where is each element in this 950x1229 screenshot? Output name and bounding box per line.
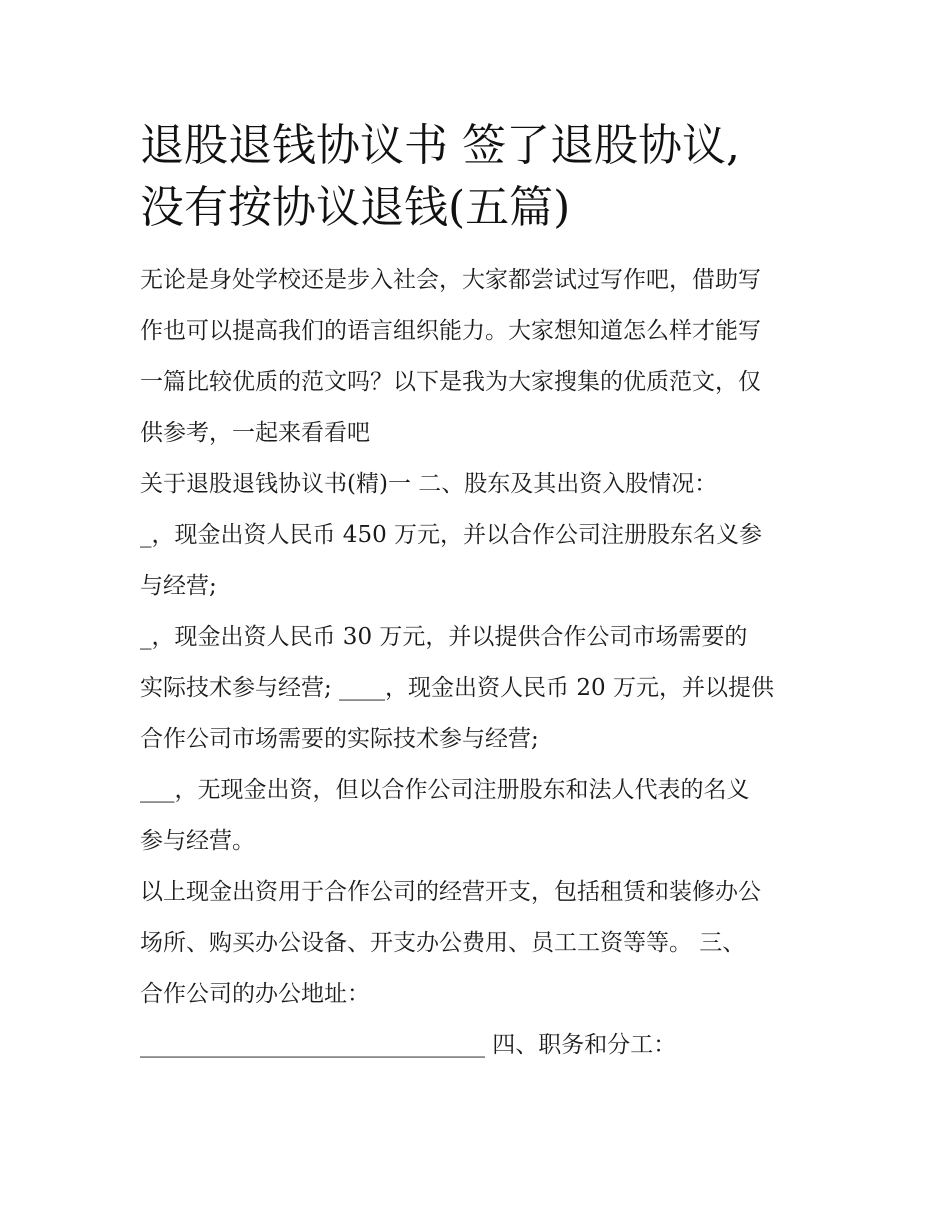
document-title — [140, 115, 820, 239]
body-line: 参与经营。 — [140, 828, 255, 854]
body-line: 一篇比较优质的范文吗？以下是我为大家搜集的优质范文，仅 — [140, 369, 761, 395]
section-heading-line: 关于退股退钱协议书(精)一 二、股东及其出资入股情况： — [140, 471, 718, 497]
body-line: 合作公司的办公地址： — [140, 981, 370, 1007]
body-line: 以上现金出资用于合作公司的经营开支，包括租赁和装修办公 — [140, 879, 761, 905]
body-line: 实际技术参与经营; ____，现金出资人民币 20 万元，并以提供 — [140, 675, 774, 701]
title-line: 没有按协议退钱(五篇) — [140, 182, 571, 233]
document-body — [140, 255, 820, 1071]
body-line: 与经营; — [140, 573, 217, 599]
body-line: 无论是身处学校还是步入社会，大家都尝试过写作吧，借助写 — [140, 267, 761, 293]
body-line: 作也可以提高我们的语言组织能力。大家想知道怎么样才能写 — [140, 318, 761, 344]
body-line: ______________________________ 四、职务和分工： — [140, 1032, 677, 1058]
body-line: ___，无现金出资，但以合作公司注册股东和法人代表的名义 — [140, 777, 750, 803]
body-line: _，现金出资人民币 30 万元，并以提供合作公司市场需要的 — [140, 624, 748, 650]
title-line: 退股退钱协议书 签了退股协议, — [140, 120, 740, 171]
body-line: _，现金出资人民币 450 万元，并以合作公司注册股东名义参 — [140, 522, 763, 548]
document-content — [140, 115, 820, 1071]
body-line: 场所、购买办公设备、开支办公费用、员工工资等等。 三、 — [140, 930, 746, 956]
body-line: 供参考，一起来看看吧 — [140, 420, 370, 446]
body-line: 合作公司市场需要的实际技术参与经营; — [140, 726, 539, 752]
